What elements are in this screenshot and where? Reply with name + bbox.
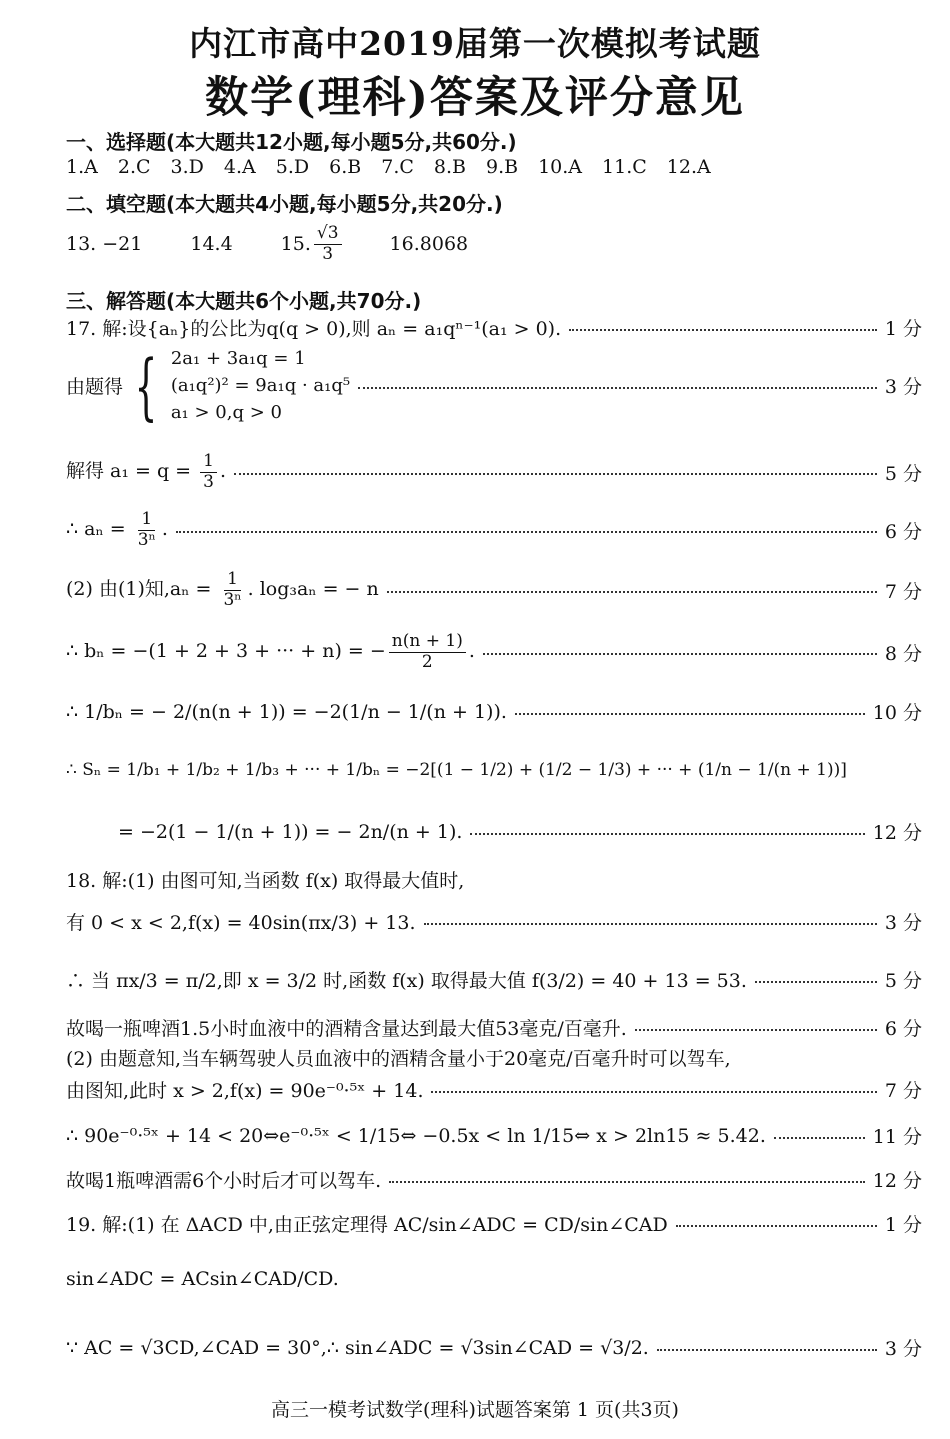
answer-3: 3.D [170, 156, 204, 178]
score: 12 分 [872, 822, 922, 844]
p19-line-1: 19. 解:(1) 在 ΔACD 中,由正弦定理得 AC/sin∠ADC = CD/sin∠CAD 1 分 [66, 1210, 922, 1237]
answer-16: 16.8068 [389, 233, 469, 256]
section-choice-heading: 一、选择题(本大题共12小题,每小题5分,共60分.) [66, 130, 517, 154]
p17-line-4: ∴ aₙ = $\frac{1}{\text{3ⁿ}}$ . 6 分 [66, 509, 922, 550]
equation-system: 2a₁ + 3a₁q = 1 (a₁q²)² = 9a₁q · a₁q⁵ a₁ > 0,q > 0 [170, 348, 351, 423]
p18-line-4: 故喝一瓶啤酒1.5小时血液中的酒精含量达到最大值53毫克/百毫升. 6 分 [66, 1014, 922, 1041]
leader-dots [358, 387, 877, 389]
leader-dots [176, 531, 877, 533]
p18-line-2: 有 0 < x < 2,f(x) = 40sin(πx/3) + 13. 3 分 [66, 908, 922, 935]
p18-line-5: (2) 由题意知,当车辆驾驶人员血液中的酒精含量小于20毫克/百毫升时可以驾车, [66, 1048, 731, 1070]
leader-dots [515, 713, 865, 715]
leader-dots [755, 981, 877, 983]
answer-15-fraction [314, 224, 342, 264]
leader-dots [483, 653, 877, 655]
page-footer: 高三一模考试数学(理科)试题答案第 1 页(共3页) [271, 1399, 679, 1421]
leader-dots [234, 473, 877, 475]
answer-7: 7.C [381, 156, 414, 178]
choice-answers [66, 156, 922, 178]
answer-1: 1.A [66, 156, 98, 178]
score: 3 分 [884, 376, 922, 398]
section-fill-heading: 二、填空题(本大题共4小题,每小题5分,共20分.) [66, 192, 503, 216]
p17-line-3: 解得 a₁ = q = $\frac{1}{3}$ . 5 分 [66, 451, 922, 492]
answer-13: 13. −21 [66, 233, 143, 256]
leader-dots [676, 1225, 877, 1227]
leader-dots [657, 1349, 877, 1351]
p19-line-3: ∵ AC = √3CD,∠CAD = 30°,∴ sin∠ADC = √3sin∠CAD = √3/2. 3 分 [66, 1334, 922, 1361]
score: 3 分 [884, 1338, 922, 1360]
answer-15-prefix: 15. [280, 233, 311, 256]
p17-line-9: = −2(1 − 1/(n + 1)) = − 2n/(n + 1). 12 分 [118, 818, 922, 845]
score: 1 分 [884, 318, 922, 340]
score: 5 分 [884, 462, 922, 485]
p17-line-7: ∴ 1/bₙ = − 2/(n(n + 1)) = −2(1/n − 1/(n + 1)). 10 分 [66, 698, 922, 725]
p18-line-6: 由图知,此时 x > 2,f(x) = 90e⁻⁰·⁵ˣ + 14. 7 分 [66, 1076, 922, 1103]
score: 7 分 [884, 1080, 922, 1102]
score: 10 分 [872, 702, 922, 724]
leader-dots [470, 833, 864, 835]
p17-line-1: 17. 解:设{aₙ}的公比为q(q > 0),则 aₙ = a₁qⁿ⁻¹(a₁ > 0). 1 分 [66, 314, 922, 341]
score: 8 分 [884, 642, 922, 665]
leader-dots [774, 1137, 865, 1139]
score: 12 分 [872, 1170, 922, 1192]
left-brace: { [134, 343, 158, 428]
answer-8: 8.B [433, 156, 466, 178]
score: 3 分 [884, 912, 922, 934]
p18-line-1: 18. 解:(1) 由图可知,当函数 f(x) 取得最大值时, [66, 870, 465, 892]
score: 1 分 [884, 1214, 922, 1236]
p19-line-2: sin∠ADC = ACsin∠CAD/CD. [66, 1268, 339, 1290]
p18-line-8: 故喝1瓶啤酒需6个小时后才可以驾车. 12 分 [66, 1166, 922, 1193]
answer-14: 14.4 [190, 233, 233, 256]
answer-5: 5.D [275, 156, 310, 178]
answer-6: 6.B [329, 156, 362, 178]
score: 6 分 [884, 1018, 922, 1040]
answer-10: 10.A [538, 156, 583, 178]
fill-answers [66, 224, 922, 264]
leader-dots [389, 1181, 865, 1183]
answer-11: 11.C [602, 156, 647, 178]
answer-9: 9.B [486, 156, 519, 178]
exam-title: 内江市高中2019届第一次模拟考试题 [189, 24, 761, 63]
p17-line-5: (2) 由(1)知,aₙ = $\frac{1}{\text{3ⁿ}}$ . log₃aₙ = − n 7 分 [66, 569, 922, 610]
leader-dots [635, 1029, 877, 1031]
p17-line-8: ∴ Sₙ = 1/b₁ + 1/b₂ + 1/b₃ + ··· + 1/bₙ = −2[(1 − 1/2) + (1/2 − 1/3) + ··· + (1/n − 1/(n + 1))] [66, 760, 847, 780]
score: 6 分 [884, 520, 922, 543]
p18-line-7: ∴ 90e⁻⁰·⁵ˣ + 14 < 20⇔e⁻⁰·⁵ˣ < 1/15⇔ −0.5x < ln 1/15⇔ x > 2ln15 ≈ 5.42. 11 分 [66, 1122, 922, 1149]
answer-15-numerator: √3 [314, 224, 342, 245]
answer-12: 12.A [666, 156, 711, 178]
answer-2: 2.C [117, 156, 151, 178]
p17-system [66, 343, 922, 428]
document-title: 数学(理科)答案及评分意见 [205, 73, 745, 123]
leader-dots [424, 923, 877, 925]
leader-dots [431, 1091, 876, 1093]
score: 7 分 [884, 580, 922, 603]
score: 5 分 [884, 970, 922, 992]
answer-4: 4.A [223, 156, 256, 178]
p17-line-6: ∴ bₙ = −(1 + 2 + 3 + ··· + n) = − $\frac{n(n + 1)}{2}$ . 8 分 [66, 631, 922, 672]
p18-line-3: ∴ 当 πx/3 = π/2,即 x = 3/2 时,函数 f(x) 取得最大值 f(3/2) = 40 + 13 = 53. 5 分 [66, 966, 922, 993]
answer-15-denominator: 3 [322, 243, 334, 264]
leader-dots [387, 591, 877, 593]
system-label: 由题得 [66, 376, 124, 398]
score: 11 分 [872, 1126, 922, 1148]
leader-dots [569, 329, 877, 331]
section-solution-heading: 三、解答题(本大题共6个小题,共70分.) [66, 289, 422, 313]
